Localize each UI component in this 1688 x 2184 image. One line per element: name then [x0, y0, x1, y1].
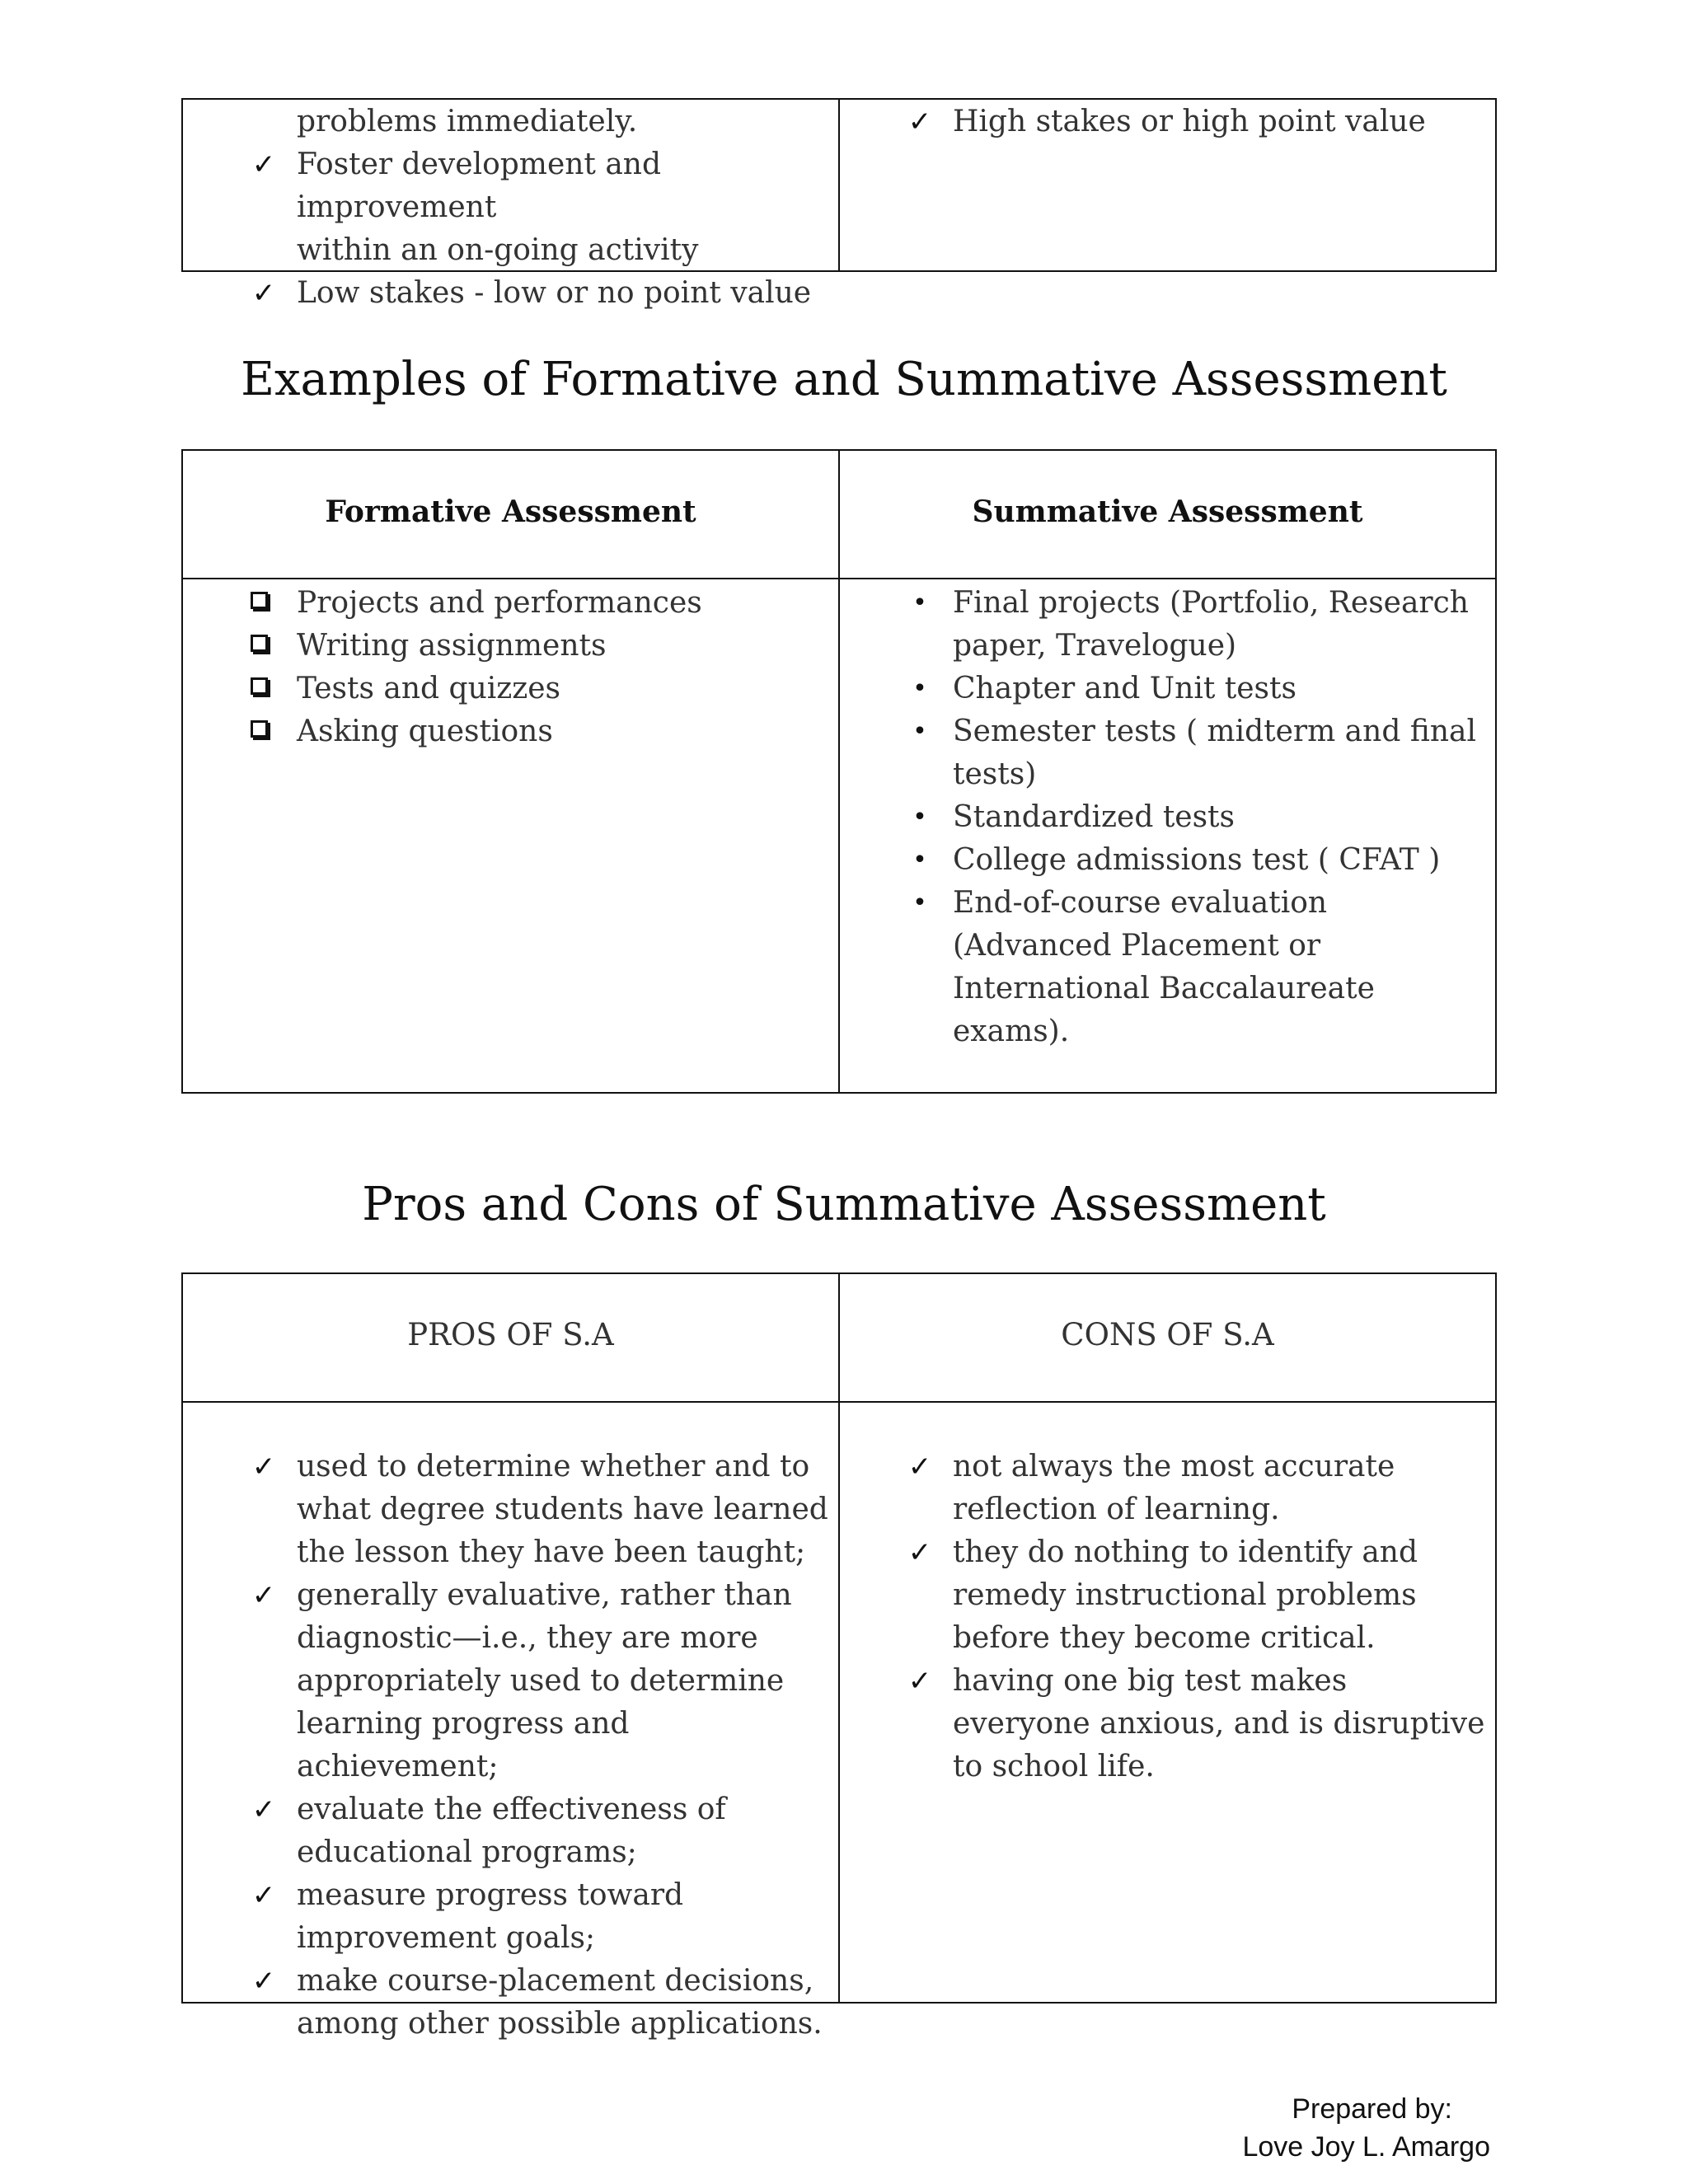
list-item-text: measure progress toward improvement goals;	[297, 1878, 684, 1955]
top-table-right-cell	[903, 101, 1480, 143]
formative-header: Formative Assessment	[325, 494, 696, 529]
pros-cons-section-title: Pros and Cons of Summative Assessment	[362, 1178, 1326, 1231]
author-name: Love Joy L. Amargo	[1242, 2131, 1490, 2163]
examples-table-header-rule	[181, 578, 1497, 579]
formative-list	[247, 582, 824, 753]
summative-cell	[903, 582, 1480, 1053]
check-icon: ✓	[907, 1536, 932, 1569]
list-item-text: make course-placement decisions, among other possible applications.	[297, 1964, 823, 2041]
list-item	[903, 710, 1480, 796]
top-table-left-cell	[247, 101, 824, 315]
checkbox-square-icon	[251, 720, 268, 738]
check-icon: ✓	[251, 1879, 276, 1912]
list-item-text: Asking questions	[297, 715, 553, 748]
cons-list	[903, 1446, 1490, 1788]
summative-list	[903, 582, 1480, 1053]
bullet-icon: •	[912, 888, 927, 917]
list-item	[247, 1574, 834, 1788]
check-icon: ✓	[251, 277, 276, 310]
list-item	[247, 272, 824, 315]
checkbox-square-icon	[251, 635, 268, 652]
list-item-text: used to determine whether and to what degree students have learned the lesson they have been taught;	[297, 1450, 828, 1569]
list-item-text: Projects and performances	[297, 586, 702, 620]
pros-cons-table-divider	[838, 1272, 840, 2004]
bullet-icon: •	[912, 588, 927, 617]
list-item-text: evaluate the effectiveness of educational programs;	[297, 1793, 726, 1869]
list-item	[903, 839, 1480, 882]
list-item	[247, 625, 824, 668]
pros-cell	[247, 1446, 834, 2046]
list-item	[247, 582, 824, 625]
list-item	[903, 1531, 1490, 1660]
list-item-text: problems immediately.	[297, 105, 638, 138]
top-table-divider	[838, 98, 840, 272]
cons-cell	[903, 1446, 1490, 1788]
list-item	[903, 1660, 1490, 1788]
pros-header: PROS OF S.A	[407, 1317, 614, 1352]
list-item-text: within an on-going activity	[297, 233, 699, 267]
check-icon: ✓	[907, 105, 932, 138]
examples-table-divider	[838, 449, 840, 1094]
list-item-text: Semester tests ( midterm and final tests)	[953, 715, 1476, 791]
bullet-icon: •	[912, 803, 927, 832]
bullet-icon: •	[912, 674, 927, 703]
check-icon: ✓	[251, 148, 276, 181]
check-icon: ✓	[251, 1965, 276, 1998]
check-icon: ✓	[251, 1451, 276, 1483]
prepared-by-label: Prepared by:	[1292, 2093, 1452, 2125]
examples-section-title: Examples of Formative and Summative Assessment	[241, 353, 1447, 406]
list-item	[247, 229, 824, 272]
check-icon: ✓	[251, 1579, 276, 1612]
list-item-text: Foster development and improvement	[297, 148, 662, 224]
formative-cell	[247, 582, 824, 753]
list-item	[247, 1788, 834, 1874]
checkbox-square-icon	[251, 677, 268, 695]
bullet-icon: •	[912, 717, 927, 746]
pros-list	[247, 1446, 834, 2046]
list-item	[247, 1446, 834, 1574]
list-item-text: Final projects (Portfolio, Research paper, Travelogue)	[953, 586, 1469, 663]
bullet-icon: •	[912, 846, 927, 874]
list-item	[247, 668, 824, 710]
list-item-text: they do nothing to identify and remedy instructional problems before they become critical.	[953, 1535, 1418, 1655]
summative-header: Summative Assessment	[972, 494, 1363, 529]
list-item	[903, 668, 1480, 710]
check-icon: ✓	[907, 1665, 932, 1698]
list-item-text: College admissions test ( CFAT )	[953, 843, 1441, 877]
list-item-text: not always the most accurate reflection of learning.	[953, 1450, 1395, 1526]
list-item	[247, 101, 824, 143]
list-item-text: generally evaluative, rather than diagnostic—i.e., they are more appropriately used to determine learning progress and achievement;	[297, 1578, 792, 1783]
top-table-right-list	[903, 101, 1480, 143]
pros-cons-table-header-rule	[181, 1401, 1497, 1403]
list-item	[247, 1960, 834, 2046]
list-item-text: Chapter and Unit tests	[953, 672, 1296, 705]
checkbox-square-icon	[251, 592, 268, 609]
list-item	[247, 1874, 834, 1960]
check-icon: ✓	[907, 1451, 932, 1483]
list-item	[247, 710, 824, 753]
list-item	[247, 143, 824, 229]
check-icon: ✓	[251, 1793, 276, 1826]
list-item-text: Low stakes - low or no point value	[297, 276, 812, 310]
list-item-text: Standardized tests	[953, 800, 1235, 834]
list-item-text: End-of-course evaluation (Advanced Placement or International Baccalaureate exams).	[953, 886, 1375, 1048]
list-item	[903, 1446, 1490, 1531]
list-item-text: High stakes or high point value	[953, 105, 1426, 138]
list-item-text: Tests and quizzes	[297, 672, 560, 705]
list-item	[903, 101, 1480, 143]
list-item	[903, 882, 1480, 1053]
cons-header: CONS OF S.A	[1061, 1317, 1274, 1352]
list-item-text: having one big test makes everyone anxious, and is disruptive to school life.	[953, 1664, 1485, 1783]
list-item	[903, 582, 1480, 668]
top-table-left-list	[247, 101, 824, 315]
list-item-text: Writing assignments	[297, 629, 607, 663]
list-item	[903, 796, 1480, 839]
